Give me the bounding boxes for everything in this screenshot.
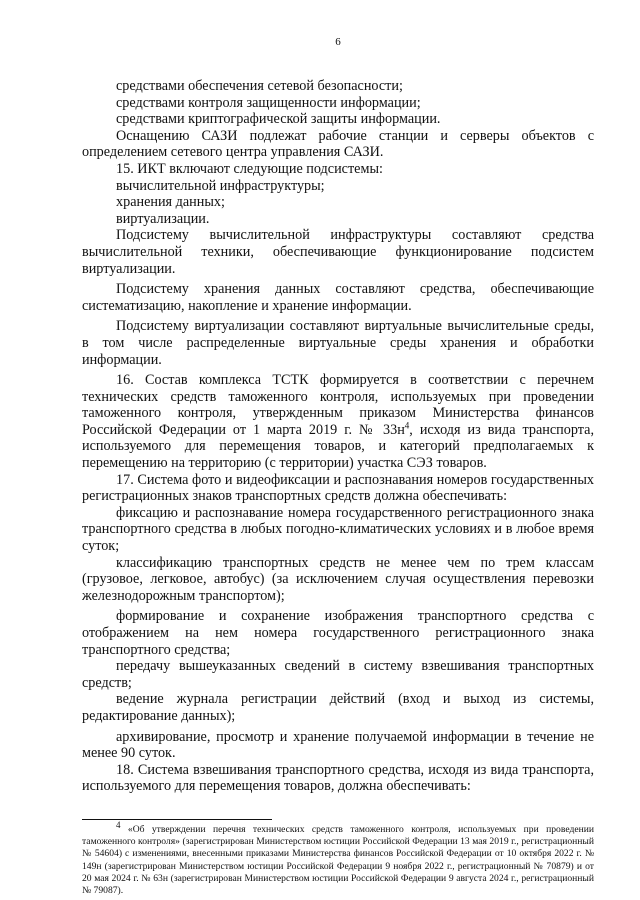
footnote-divider [82,819,272,820]
list-item: архивирование, просмотр и хранение получаемой информации в течение не менее 90 суток. [82,728,594,762]
list-item: формирование и сохранение изображения транспортного средства с отображением на нем номера государственного регистрационного знака транспортного средства; [82,608,594,658]
list-item: средствами контроля защищенности информации; [116,94,421,111]
list-item: вычислительной инфраструктуры; [116,177,325,194]
paragraph: Оснащению САЗИ подлежат рабочие станции и серверы объектов с определением сетевого центра управления САЗИ. [82,127,594,161]
list-item: ведение журнала регистрации действий (вход и выход из системы, редактирование данных); [82,691,594,724]
list-item: хранения данных; [116,194,225,211]
paragraph-16-text: 16. Состав комплекса ТСТК формируется в соответствии с перечнем технических средств таможенного контроля, используемых при проведении таможенного контроля, утвержденным приказом Министерства финансов Российской Федерации от 1 марта 2019 г. № 33н [82,372,594,438]
footnote [82,819,594,897]
list-item: средствами криптографической защиты информации. [116,111,441,128]
paragraph: Подсистему хранения данных составляют средства, обеспечивающие систематизацию, накопление и хранение информации. [82,281,594,314]
footnote-marker: 4 [116,819,121,830]
paragraph: Подсистему вычислительной инфраструктуры составляют средства вычислительной техники, обеспечивающие функционирование подсистем виртуализации. [82,227,594,277]
list-item: фиксацию и распознавание номера государственного регистрационного знака транспортного средства в любых погодно-климатических условиях и в любое время суток; [82,504,594,555]
section-heading: 15. ИКТ включают следующие подсистемы: [116,160,383,177]
paragraph: 18. Система взвешивания транспортного средства, исходя из вида транспорта, используемого для перемещения товаров, должна обеспечивать: [82,761,594,795]
document-body [82,78,594,795]
paragraph: 17. Система фото и видеофиксации и распознавания номеров государственных регистрационных знаков транспортных средств должна обеспечивать: [82,471,594,505]
paragraph-16 [82,372,594,472]
paragraph: Подсистему виртуализации составляют виртуальные вычислительные среды, в том числе распределенные виртуальные среды хранения и обработки информации. [82,318,594,368]
page-number: 6 [335,36,341,48]
list-item: передачу вышеуказанных сведений в систему взвешивания транспортных средств; [82,658,594,691]
list-item: виртуализации. [116,210,210,227]
list-item: классификацию транспортных средств не менее чем по трем классам (грузовое, легковое, автобус) (за исключением случая осуществления перевозки железнодорожным транспортом); [82,554,594,604]
footnote-reference: 4 [404,420,410,431]
footnote-text: «Об утверждении перечня технических средств таможенного контроля, используемых при проведении таможенного контроля» (зарегистрирован Министерством юстиции Российской Федерации 13 мая 2019 г., регистрационный № 54604) с изменениями, внесенными приказами Министерства финансов Российской Федерации от 10 октября 2022 г. № 149н (зарегистрирован Министерством юстиции Российской Федерации 9 ноября 2022 г., регистрационный № 70879) и от 20 мая 2024 г. № 63н (зарегистрирован Министерством юстиции Российской Федерации 9 августа 2024 г., регистрационный № 79087). [82,823,594,896]
paragraph-16-tail: , исходя из вида транспорта, используемого для перемещения товаров, и категорий предполагаемых к перемещению на территорию (с территории) участка СЭЗ товаров. [82,421,594,472]
list-item: средствами обеспечения сетевой безопасности; [116,78,403,94]
